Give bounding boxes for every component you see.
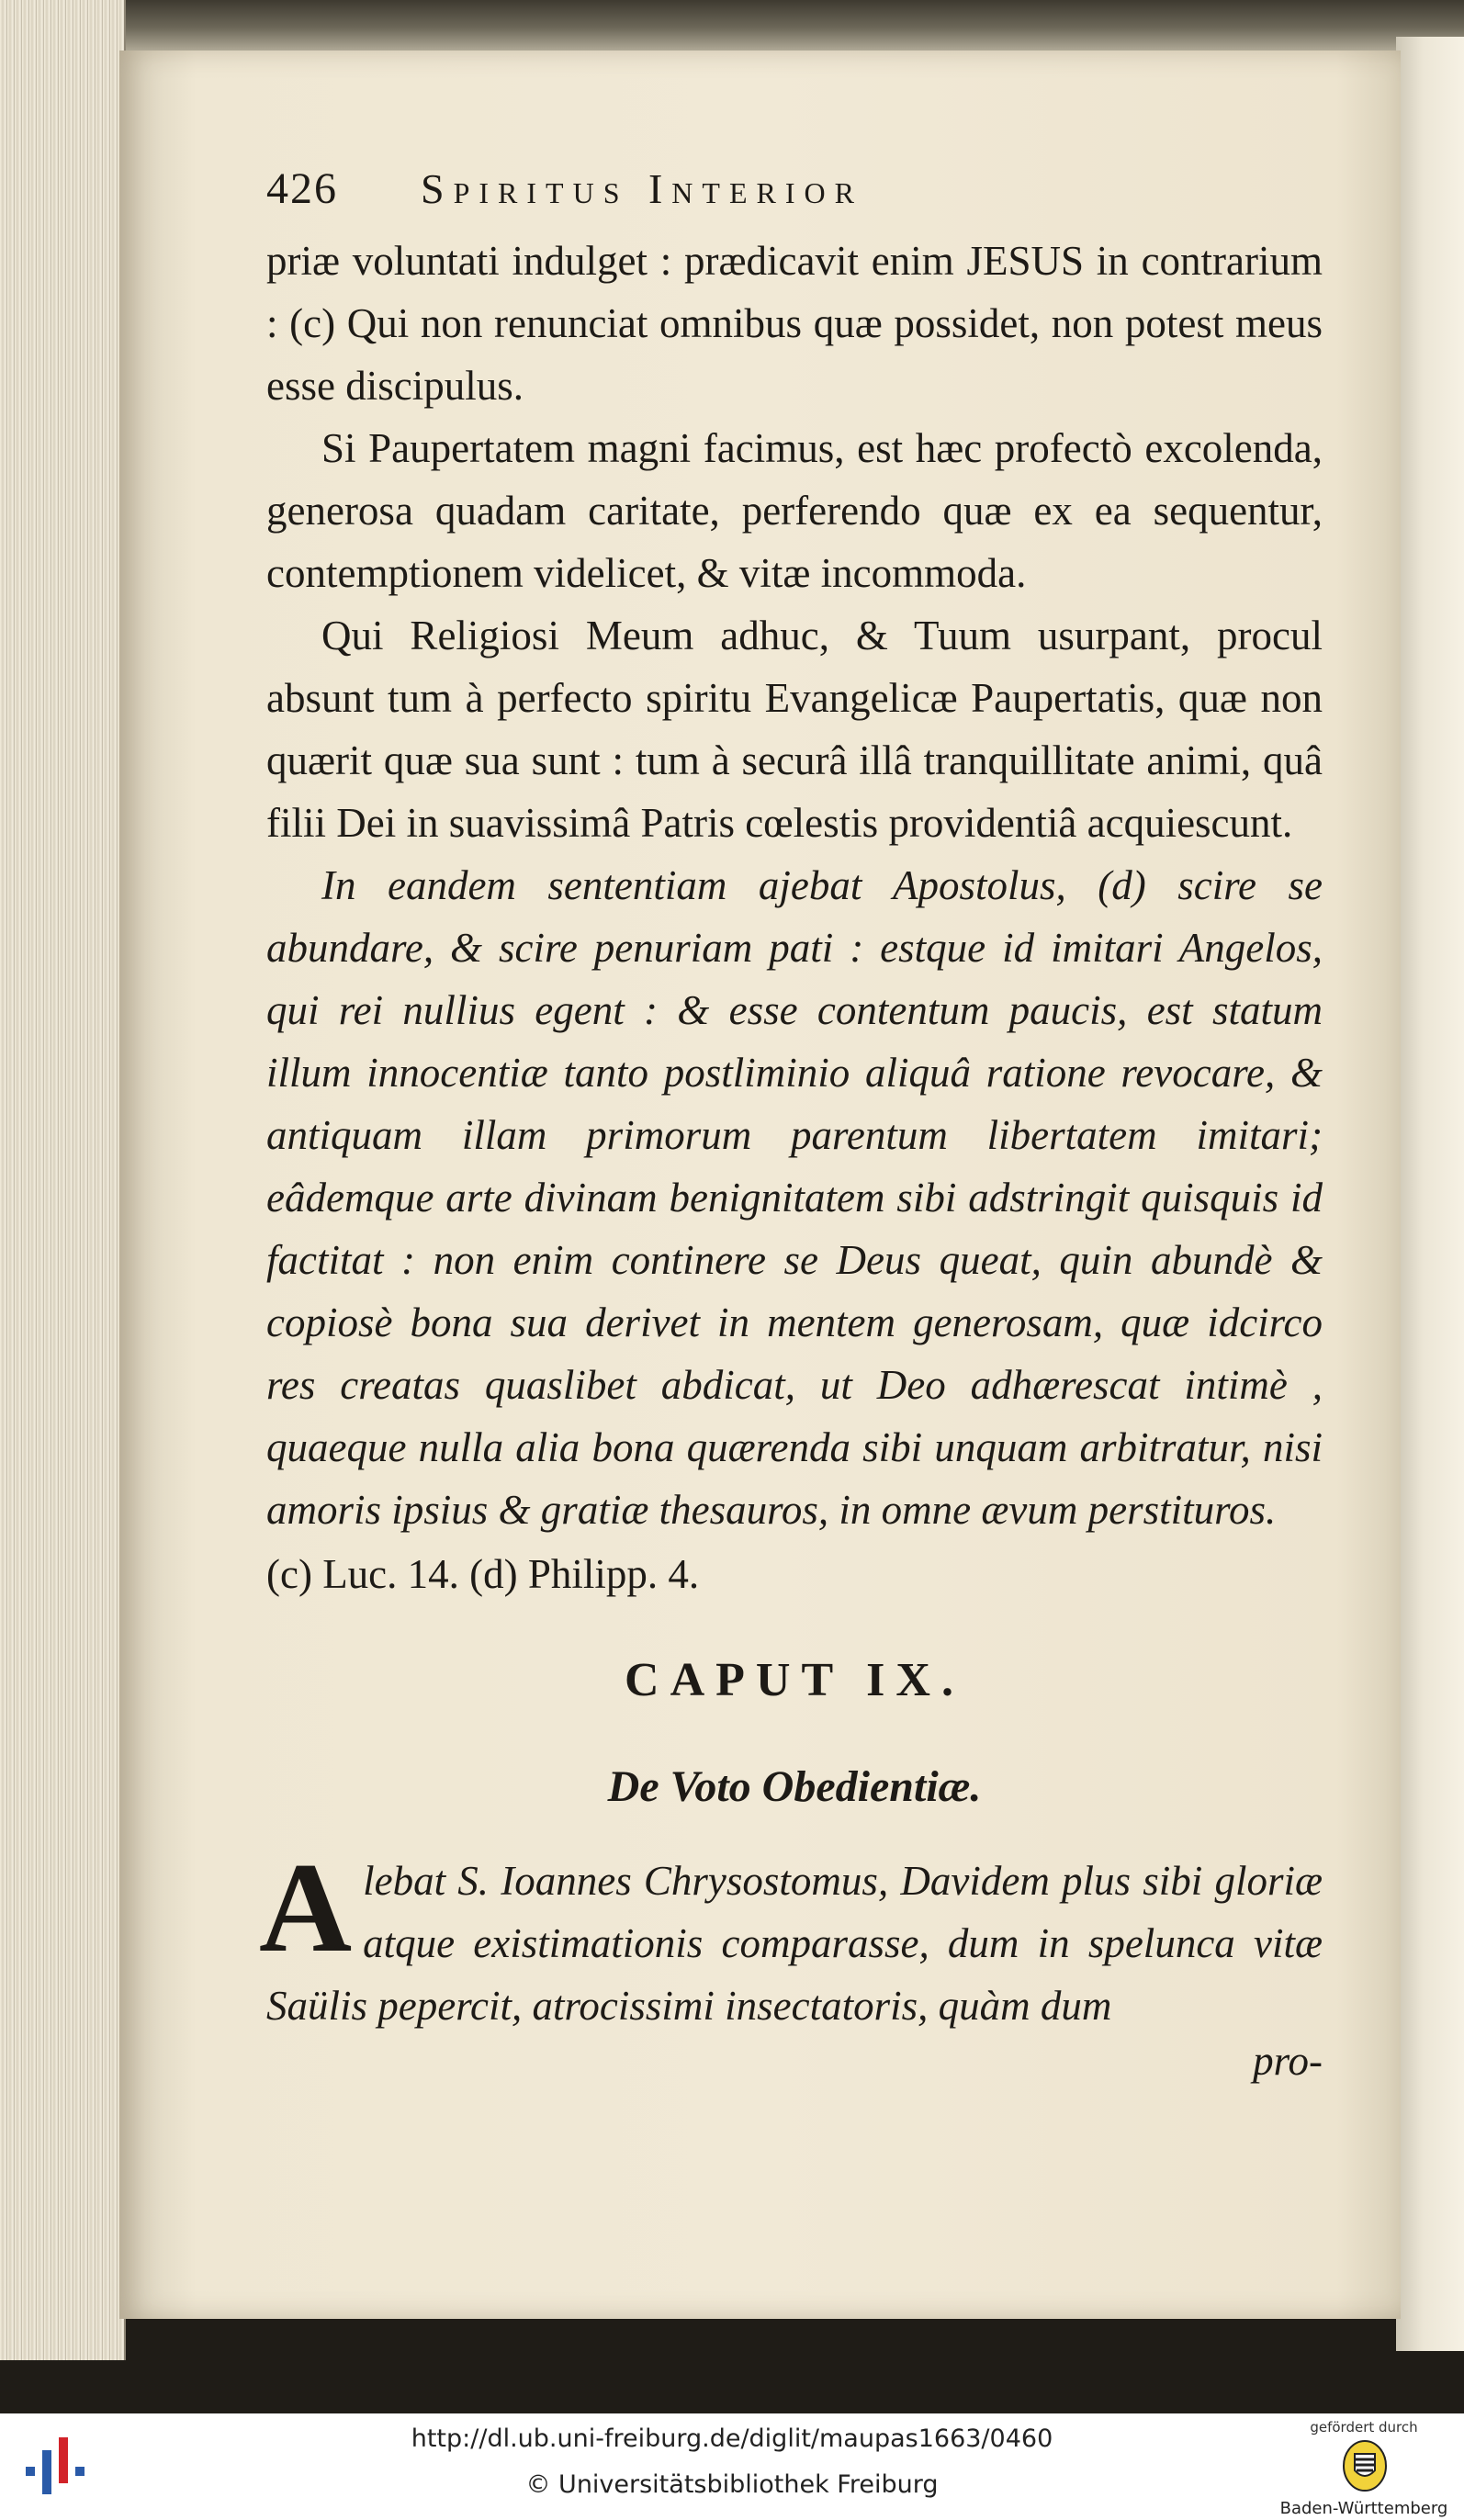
paragraph-4: In eandem sententiam ajebat Apostolus, (d) scire se abundare, & scire penuriam pati : estque id imitari Angelos, qui rei nullius egent : & esse contentum paucis, est statum illum innocentiæ tanto postliminio aliquâ ratione revocare, & antiquam illam primorum parentum libertatem imitari; eâdemque arte divinam benignitatem sibi adstringit quisquis id factitat : non enim continere se Deus queat, quin abundè & copiosè bona sua derivet in mentem generosam, quæ idcirco res creatas quaslibet abdicat, ut Deo adhærescat intimè , quaeque nulla alia bona quærenda sibi unquam arbitratur, nisi amoris ipsius & gratiæ thesauros, in omne ævum perstituros. bbox=[266, 862, 1323, 1533]
chapter-body bbox=[259, 1837, 1323, 2037]
body-text bbox=[266, 230, 1323, 1541]
page-header bbox=[266, 163, 1323, 230]
coat-of-arms-icon bbox=[1342, 2439, 1388, 2492]
document-url-link[interactable]: http://dl.ub.uni-freiburg.de/diglit/maupas1663/0460 bbox=[411, 2424, 1053, 2453]
page-number: 426 bbox=[266, 164, 338, 213]
paragraph-2: Si Paupertatem magni facimus, est hæc profectò excolenda, generosa quadam caritate, perferendo quæ ex ea sequentur, contemptionem videlicet, & vitæ incommoda. bbox=[266, 425, 1323, 596]
running-title: Spiritus Interior bbox=[421, 165, 863, 212]
drop-cap: A bbox=[259, 1837, 353, 1979]
sponsor-label: gefördert durch bbox=[1310, 2419, 1418, 2436]
sponsor-block bbox=[1272, 2419, 1456, 2518]
book-top-edge bbox=[0, 0, 1464, 55]
paragraph-1: priæ voluntati indulget : prædicavit enim JESUS in contrarium : (c) Qui non renunciat omnibus quæ possidet, non potest meus esse discipulus. bbox=[266, 238, 1323, 409]
facing-page-edge bbox=[1396, 37, 1464, 2351]
sponsor-name: Baden-Württemberg bbox=[1279, 2499, 1448, 2518]
paragraph-3: Qui Religiosi Meum adhuc, & Tuum usurpant, procul absunt tum à perfecto spiritu Evangelicæ Paupertatis, quæ non quærit quæ sua sunt : tum à securâ illâ tranquillitate animi, quâ filii Dei in suavissimâ Patris cœlestis providentiâ acquiescunt. bbox=[266, 613, 1323, 846]
catchword: pro- bbox=[1253, 2038, 1323, 2084]
chapter-subtitle: De Voto Obedientiæ. bbox=[607, 1762, 982, 1811]
book-page-edges bbox=[0, 0, 126, 2360]
copyright-text: © Universitätsbibliothek Freiburg bbox=[525, 2470, 939, 2499]
page-content bbox=[259, 163, 1323, 2085]
chapter-title: CAPUT IX. bbox=[625, 1654, 964, 1706]
footer-bar bbox=[0, 2413, 1464, 2520]
footnotes: (c) Luc. 14. (d) Philipp. 4. bbox=[266, 1551, 700, 1597]
chapter-body-text: lebat S. Ioannes Chrysostomus, Davidem plus sibi gloriæ atque existimationis comparasse, dum in spelunca vitæ Saülis pepercit, atrocissimi insectatoris, quàm dum bbox=[266, 1858, 1323, 2029]
